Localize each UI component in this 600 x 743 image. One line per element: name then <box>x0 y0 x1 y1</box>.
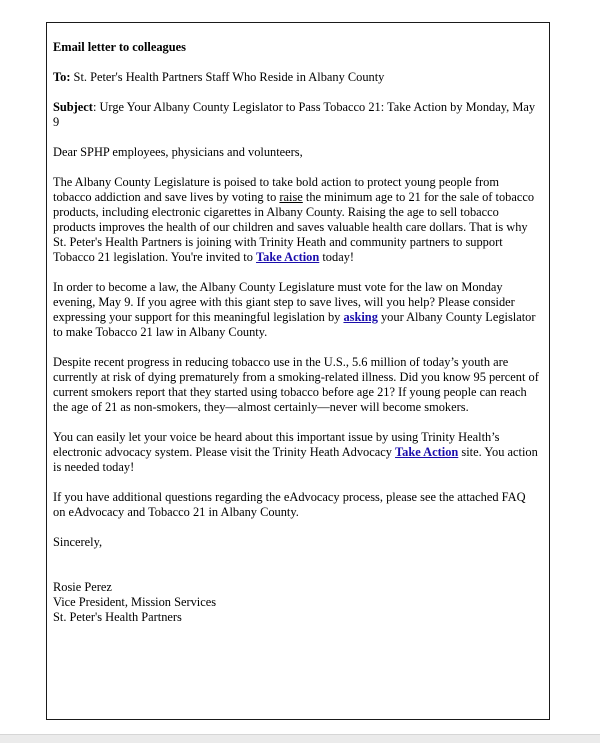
subject-label: Subject <box>53 100 93 114</box>
p4-text-b: site. You action is needed today! <box>53 445 538 474</box>
paragraph-advocacy <box>53 430 539 475</box>
take-action-site-link[interactable]: Take Action <box>395 445 459 459</box>
signature-org: St. Peter's Health Partners <box>53 610 182 624</box>
to-label: To: <box>53 70 71 84</box>
paragraph-vote <box>53 280 539 340</box>
signature-title: Vice President, Mission Services <box>53 595 217 609</box>
closing: Sincerely, <box>53 535 103 549</box>
take-action-link[interactable]: Take Action <box>256 250 320 264</box>
signature-name: Rosie Perez <box>53 580 112 594</box>
letter-box <box>46 22 550 720</box>
signature-block <box>53 580 539 625</box>
paragraph-intro <box>53 175 539 265</box>
p1-underlined-word: raise <box>279 190 303 204</box>
p2-text-b: your Albany County Legislator to make Tobacco 21 law in Albany County. <box>53 310 536 339</box>
p1-text-b: the minimum age to 21 for the sale of tobacco products, including electronic cigarettes in Albany County. Raising the age to sell tobacco products improves the health of our children and saves valuable health care dollars. That is why St. Peter's Health Partners is joining with Trinity Heath and community partners to support Tobacco 21 legislation. You're invited to <box>53 190 535 264</box>
signature-gap <box>53 565 539 580</box>
to-value: St. Peter's Health Partners Staff Who Reside in Albany County <box>70 70 385 84</box>
p2-text-a: In order to become a law, the Albany County Legislature must vote for the law on Monday evening, May 9. If you agree with this giant step to save lives, will you help? Please consider expressing your support for this meaningful legislation by <box>53 280 515 324</box>
paragraph-statistics: Despite recent progress in reducing tobacco use in the U.S., 5.6 million of today’s youth are currently at risk of dying prematurely from a smoking-related illness. Did you know 95 percent of current smokers report that they started using tobacco before age 21? If young people can reach the age of 21 as non-smokers, they—almost certainly—never will become smokers. <box>53 355 539 414</box>
bottom-strip <box>0 734 600 743</box>
subject-value: : Urge Your Albany County Legislator to Pass Tobacco 21: Take Action by Monday, May 9 <box>53 100 536 129</box>
salutation: Dear SPHP employees, physicians and volunteers, <box>53 145 303 159</box>
subject-line <box>53 100 539 130</box>
to-line <box>53 70 539 85</box>
p4-text-a: You can easily let your voice be heard about this important issue by using Trinity Health’s electronic advocacy system. Please visit the Trinity Heath Advocacy <box>53 430 500 459</box>
letter-heading: Email letter to colleagues <box>53 40 186 54</box>
paragraph-questions: If you have additional questions regarding the eAdvocacy process, please see the attached FAQ on eAdvocacy and Tobacco 21 in Albany County. <box>53 490 526 519</box>
p1-text-a: The Albany County Legislature is poised to take bold action to protect young people from tobacco addiction and save lives by voting to <box>53 175 499 204</box>
asking-link[interactable]: asking <box>343 310 378 324</box>
p1-text-c: today! <box>319 250 355 264</box>
